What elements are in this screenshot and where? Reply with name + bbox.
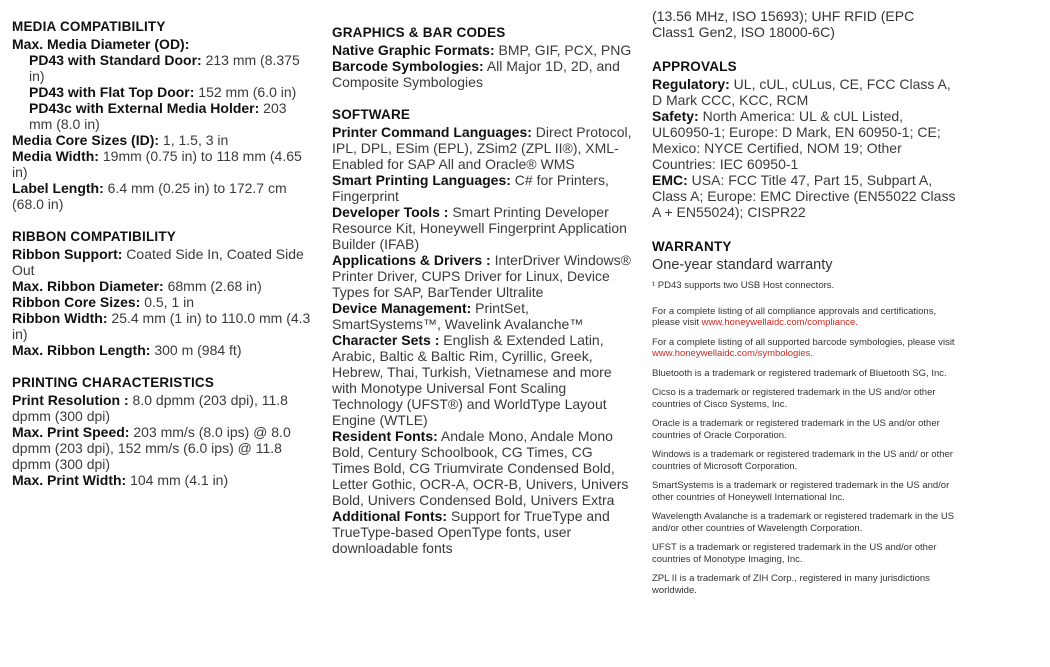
spec-value: 203 mm (8.0 in) — [29, 100, 287, 132]
spec-smart-printing-languages — [332, 172, 632, 204]
note-text: UFST is a trademark or registered trademark in the US and/or other countries of Monotype Imaging, Inc. — [652, 542, 937, 565]
spec-label: Applications & Drivers : — [332, 252, 491, 268]
approvals-heading: APPROVALS — [652, 59, 737, 74]
spec-barcode-symbologies — [332, 58, 632, 90]
spec-value: 19mm (0.75 in) to 118 mm (4.65 in) — [12, 148, 302, 180]
spec-value: 104 mm (4.1 in) — [126, 472, 229, 488]
spec-label-length — [12, 180, 312, 212]
spec-label: Smart Printing Languages: — [332, 172, 511, 188]
spec-value: 68mm (2.68 in) — [163, 278, 262, 294]
spec-value: UL, cUL, cULus, CE, FCC Class A, D Mark CCC, KCC, RCM — [652, 76, 951, 108]
spec-label: PD43 with Standard Door: — [29, 52, 202, 68]
spec-value: Coated Side In, Coated Side Out — [12, 246, 304, 278]
spec-max-ribbon-diameter — [12, 278, 312, 294]
spec-media-width — [12, 148, 312, 180]
spec-value: USA: FCC Title 47, Part 15, Subpart A, Class A; Europe: EMC Directive (EN55022 Class A + EN55024); CISPR22 — [652, 172, 956, 220]
spec-label: Additional Fonts: — [332, 508, 448, 524]
spec-label: Media Core Sizes (ID): — [12, 132, 160, 148]
spec-label: Ribbon Support: — [12, 246, 123, 262]
spec-max-print-width — [12, 472, 312, 488]
spec-label: Media Width: — [12, 148, 99, 164]
note-text: Oracle is a trademark or registered trademark in the US and/or other countries of Oracle Corporation. — [652, 418, 940, 441]
spec-pd43-with-flat-top-door — [12, 84, 312, 100]
spec-value: 152 mm (6.0 in) — [194, 84, 297, 100]
spec-value: English & Extended Latin, Arabic, Baltic & Baltic Rim, Cyrillic, Greek, Hebrew, Thai, Turkish, Vietnamese and more with Monotype Universal Font Scaling Technology (UFST®) and WorldType Layout Engine (WTLE) — [332, 332, 612, 428]
approval-safety — [652, 108, 957, 172]
spec-label: Max. Print Speed: — [12, 424, 130, 440]
spec-ribbon-width — [12, 310, 312, 342]
spec-label: Ribbon Width: — [12, 310, 108, 326]
spec-label: Barcode Symbologies: — [332, 58, 484, 74]
trademark-notes — [652, 306, 957, 597]
spec-value: 213 mm (8.375 in) — [29, 52, 300, 84]
approval-regulatory — [652, 76, 957, 108]
note-text: For a complete listing of all supported barcode symbologies, please visit — [652, 336, 955, 348]
spec-value: 25.4 mm (1 in) to 110.0 mm (4.3 in) — [12, 310, 311, 342]
spec-label: Print Resolution : — [12, 392, 129, 408]
spec-device-management — [332, 300, 632, 332]
spec-label: EMC: — [652, 172, 688, 188]
trademark-note — [652, 449, 957, 472]
spec-ribbon-core-sizes — [12, 294, 312, 310]
spec-character-sets — [332, 332, 632, 428]
spec-label: Native Graphic Formats: — [332, 42, 495, 58]
section-heading-software: SOFTWARE — [332, 107, 411, 122]
spec-label: Printer Command Languages: — [332, 124, 532, 140]
spec-value: C# for Printers, Fingerprint — [332, 172, 609, 204]
note-text: Wavelength Avalanche is a trademark or registered trademark in the US and/or other countries of Wavelength Corporation. — [652, 511, 955, 534]
approval-emc — [652, 172, 957, 220]
trademark-note — [652, 418, 957, 441]
spec-value: BMP, GIF, PCX, PNG — [494, 42, 632, 58]
spec-label: Device Management: — [332, 300, 472, 316]
approvals-list — [652, 76, 957, 220]
spec-max-media-diameter-od — [12, 36, 312, 52]
trademark-note — [652, 306, 957, 329]
spec-value: Direct Protocol, IPL, DPL, ESim (EPL), ZSim2 (ZPL II®), XML-Enabled for SAP All and Oracle® WMS — [332, 124, 632, 172]
note-text: Cicso is a trademark or registered trademark in the US and/or other countries of Cisco Systems, Inc. — [652, 387, 936, 410]
spec-value: 203 mm/s (8.0 ips) @ 8.0 dpmm (203 dpi), 152 mm/s (6.0 ips) @ 11.8 dpmm (300 dpi) — [12, 424, 291, 472]
spec-label: Max. Ribbon Diameter: — [12, 278, 164, 294]
rfid-continuation: (13.56 MHz, ISO 15693); UHF RFID (EPC Class1 Gen2, ISO 18000-6C) — [652, 8, 915, 40]
note-text: ZPL II is a trademark of ZIH Corp., registered in many jurisdictions worldwide. — [652, 573, 930, 596]
spec-label: Label Length: — [12, 180, 104, 196]
spec-value: 1, 1.5, 3 in — [159, 132, 229, 148]
spec-value: 6.4 mm (0.25 in) to 172.7 cm (68.0 in) — [12, 180, 287, 212]
spec-media-core-sizes-id — [12, 132, 312, 148]
note-link[interactable]: www.honeywellaidc.com/symbologies. — [652, 348, 814, 359]
spec-value: InterDriver Windows® Printer Driver, CUPS Driver for Linux, Device Types for SAP, BarTender Ultralite — [332, 252, 631, 300]
note-text: SmartSystems is a trademark or registered trademark in the US and/or other countries of Honeywell International Inc. — [652, 480, 950, 503]
spec-label: Safety: — [652, 108, 699, 124]
spec-max-ribbon-length — [12, 342, 312, 358]
spec-value: Smart Printing Developer Resource Kit, Honeywell Fingerprint Application Builder (IFAB) — [332, 204, 627, 252]
trademark-note — [652, 387, 957, 410]
note-text: For a complete listing of all compliance approvals and certifications, please visit — [652, 305, 937, 328]
section-heading-printing-characteristics: PRINTING CHARACTERISTICS — [12, 375, 215, 390]
spec-value: 0.5, 1 in — [140, 294, 195, 310]
section-heading-ribbon-compatibility: RIBBON COMPATIBILITY — [12, 229, 176, 244]
spec-max-print-speed — [12, 424, 312, 472]
column-approvals-warranty — [652, 8, 957, 604]
spec-label: Max. Print Width: — [12, 472, 127, 488]
spec-pd43-with-standard-door — [12, 52, 312, 84]
spec-label: Max. Ribbon Length: — [12, 342, 151, 358]
spec-native-graphic-formats — [332, 42, 632, 58]
note-link[interactable]: www.honeywellaidc.com/compliance. — [701, 317, 858, 328]
spec-applications-drivers — [332, 252, 632, 300]
section-heading-media-compatibility: MEDIA COMPATIBILITY — [12, 19, 166, 34]
spec-value: Support for TrueType and TrueType-based OpenType fonts, user downloadable fonts — [332, 508, 610, 556]
trademark-note — [652, 368, 957, 380]
trademark-note — [652, 337, 957, 360]
warranty-text: One-year standard warranty — [652, 257, 833, 273]
spec-label: Ribbon Core Sizes: — [12, 294, 141, 310]
spec-label: PD43 with Flat Top Door: — [29, 84, 195, 100]
spec-developer-tools — [332, 204, 632, 252]
spec-label: Max. Media Diameter (OD): — [12, 36, 190, 52]
spec-printer-command-languages — [332, 124, 632, 172]
spec-ribbon-support — [12, 246, 312, 278]
note-text: Windows is a trademark or registered trademark in the US and/ or other countries of Microsoft Corporation. — [652, 449, 953, 472]
spec-additional-fonts — [332, 508, 632, 556]
spec-label: Resident Fonts: — [332, 428, 438, 444]
spec-value: Andale Mono, Andale Mono Bold, Century Schoolbook, CG Times, CG Times Bold, CG Triumvirate Condensed Bold, Letter Gothic, OCR-A, OCR-B, Univers, Univers Bold, Univers Condensed Bold, Univers Extra — [332, 428, 629, 508]
spec-label: PD43c with External Media Holder: — [29, 100, 260, 116]
spec-pd43c-with-external-media-holder — [12, 100, 312, 132]
spec-label: Regulatory: — [652, 76, 730, 92]
spec-label: Character Sets : — [332, 332, 440, 348]
section-heading-graphics-bar-codes: GRAPHICS & BAR CODES — [332, 25, 506, 40]
footnote-usb: ¹ PD43 supports two USB Host connectors. — [652, 280, 835, 291]
trademark-note — [652, 573, 957, 596]
spec-value: PrintSet, SmartSystems™, Wavelink Avalanche™ — [332, 300, 584, 332]
trademark-note — [652, 511, 957, 534]
spec-resident-fonts — [332, 428, 632, 508]
spec-value: 300 m (984 ft) — [150, 342, 242, 358]
note-text: Bluetooth is a trademark or registered trademark of Bluetooth SG, Inc. — [652, 367, 947, 379]
trademark-note — [652, 480, 957, 503]
spec-value: 8.0 dpmm (203 dpi), 11.8 dpmm (300 dpi) — [12, 392, 288, 424]
spec-value: All Major 1D, 2D, and Composite Symbologies — [332, 58, 620, 90]
column-media-ribbon-printing — [12, 18, 312, 488]
spec-label: Developer Tools : — [332, 204, 449, 220]
spec-print-resolution — [12, 392, 312, 424]
warranty-heading: WARRANTY — [652, 239, 732, 254]
column-graphics-software — [332, 24, 632, 556]
trademark-note — [652, 542, 957, 565]
spec-value: North America: UL & cUL Listed, UL60950-1; Europe: D Mark, EN 60950-1; CE; Mexico: NYCE Certified, NOM 19; Other Countries: IEC 60950-1 — [652, 108, 941, 172]
